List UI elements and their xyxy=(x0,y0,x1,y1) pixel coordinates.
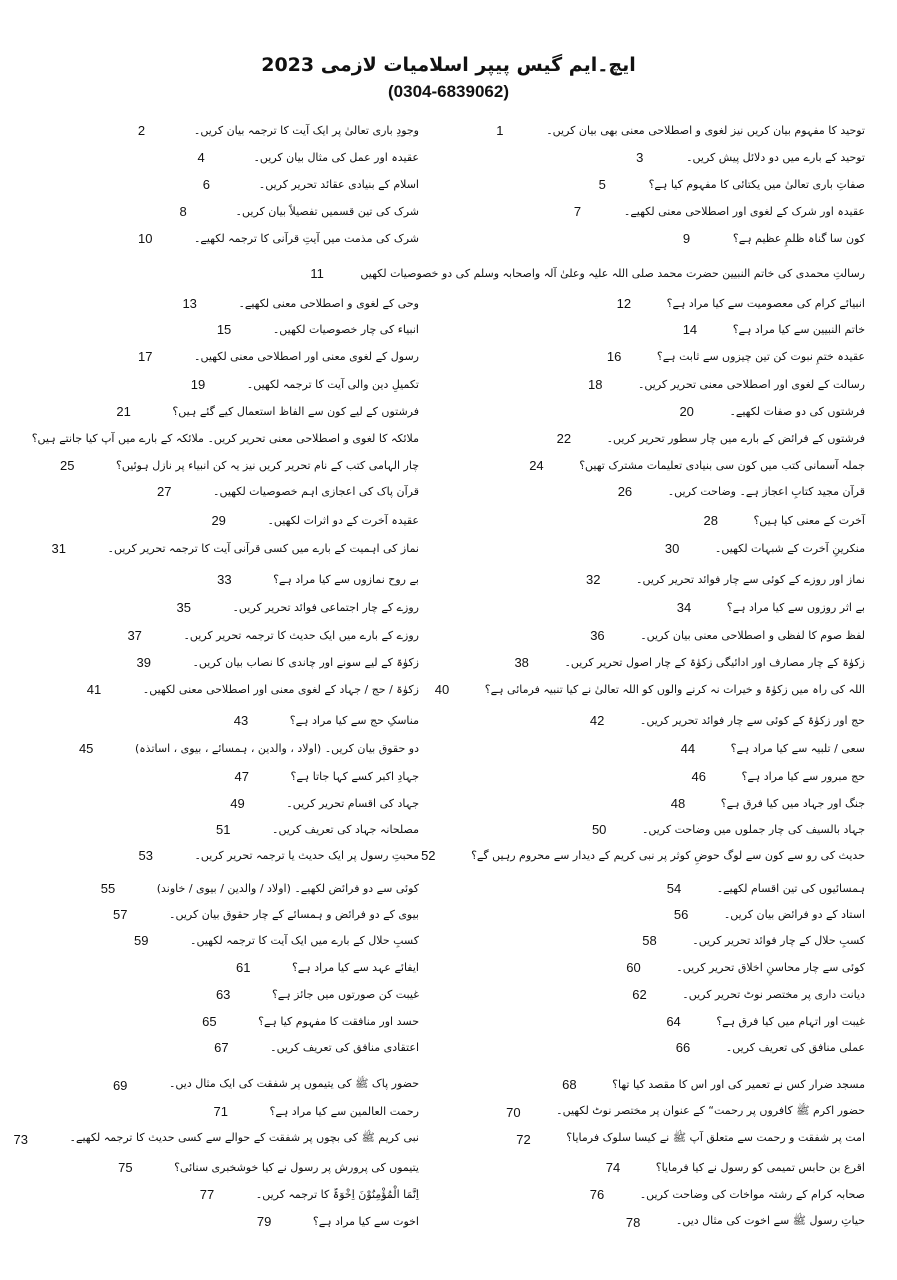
question-number: 16 xyxy=(606,349,622,364)
question-text: کسبِ حلال کے چار فوائد تحریر کریں۔ xyxy=(692,934,865,947)
question-text: بے اثر روزوں سے کیا مراد ہے؟ xyxy=(726,601,865,614)
question-text: روزے کے بارے میں ایک حدیث کا ترجمہ تحریر کریں۔ xyxy=(183,629,419,642)
question-text: بیوی کے دو فرائض و ہمسائے کے چار حقوق بیان کریں۔ xyxy=(169,908,419,921)
question-text: اِنَّمَا الْمُؤْمِنُوْنَ اِخْوَۃٌ کا ترجمہ کریں۔ xyxy=(255,1188,419,1201)
question-item xyxy=(27,513,427,528)
question-item xyxy=(473,572,873,587)
question-number: 22 xyxy=(556,431,572,446)
question-number: 30 xyxy=(664,541,680,556)
question-number: 28 xyxy=(703,513,718,528)
question-item xyxy=(473,150,873,165)
question-text: امت پر شفقت و رحمت سے متعلق آپ ﷺ نے کیسا سلوک فرمایا؟ xyxy=(566,1131,865,1144)
question-number: 5 xyxy=(598,177,606,192)
question-item xyxy=(27,296,427,311)
question-number: 13 xyxy=(182,296,197,311)
question-text: صحابہ کرام کے رشتہ مواخات کی وضاحت کریں۔ xyxy=(639,1188,865,1201)
question-item xyxy=(473,177,873,192)
question-text: بے روح نمازوں سے کیا مراد ہے؟ xyxy=(273,573,419,586)
question-item xyxy=(473,769,873,784)
question-number: 77 xyxy=(199,1187,215,1202)
question-item xyxy=(27,713,427,728)
question-number: 24 xyxy=(529,458,544,473)
question-text: توحید کا مفہوم بیان کریں نیز لغوی و اصطلاحی معنی بھی بیان کریں۔ xyxy=(546,124,865,137)
question-text: سعی / تلبیہ سے کیا مراد ہے؟ xyxy=(730,742,865,755)
question-number: 26 xyxy=(617,484,633,499)
question-number: 10 xyxy=(137,231,153,246)
question-item xyxy=(27,1014,427,1029)
question-item xyxy=(473,1104,873,1120)
question-item xyxy=(473,741,873,756)
question-number: 56 xyxy=(673,907,689,922)
question-item xyxy=(473,458,873,473)
question-item xyxy=(27,150,427,165)
question-text: حضور اکرم ﷺ کافروں پر رحمت“ کے عنوان پر مختصر نوٹ لکھیں۔ xyxy=(556,1104,865,1117)
question-item xyxy=(27,655,427,670)
question-text: اسلام کے بنیادی عقائد تحریر کریں۔ xyxy=(258,178,419,191)
question-number: 54 xyxy=(666,881,682,896)
question-text: جہاد بالسیف کی چار جملوں میں وضاحت کریں۔ xyxy=(641,823,865,836)
question-number: 33 xyxy=(217,572,232,587)
question-item xyxy=(27,404,427,419)
question-text: جہاد کی اقسام تحریر کریں۔ xyxy=(286,797,419,810)
question-text: فرشتوں کے فرائض کے بارے میں چار سطور تحریر کریں۔ xyxy=(606,432,865,445)
question-text: ایفائے عہد سے کیا مراد ہے؟ xyxy=(291,961,419,974)
question-number: 65 xyxy=(202,1014,217,1029)
question-item xyxy=(23,266,873,281)
question-text: اخوت سے کیا مراد ہے؟ xyxy=(312,1215,419,1228)
question-text: کون سا گناہ ظلمِ عظیم ہے؟ xyxy=(732,232,865,245)
question-number: 42 xyxy=(589,713,605,728)
question-number: 68 xyxy=(562,1077,577,1092)
question-number: 72 xyxy=(516,1131,531,1147)
question-text: اللہ کی راہ میں زکوٰۃ و خیرات نہ کرنے والوں کو اللہ تعالیٰ نے کیا تنبیہ فرمائی ہے؟ xyxy=(484,683,865,696)
question-text: خاتم النبیین سے کیا مراد ہے؟ xyxy=(732,323,865,336)
question-item xyxy=(27,1040,427,1055)
question-item xyxy=(27,231,427,246)
question-number: 78 xyxy=(625,1214,641,1230)
question-item xyxy=(27,123,427,138)
question-number: 19 xyxy=(190,377,206,392)
question-item xyxy=(473,322,873,337)
question-number: 69 xyxy=(112,1077,128,1093)
question-text: قرآن پاک کی اعجازی اہم خصوصیات لکھیں۔ xyxy=(213,485,419,498)
question-number: 14 xyxy=(682,322,698,337)
question-item xyxy=(473,933,873,948)
question-text: فرشتوں کی دو صفات لکھیے۔ xyxy=(729,405,865,418)
question-number: 70 xyxy=(506,1104,521,1120)
question-number: 64 xyxy=(666,1014,681,1029)
question-number: 59 xyxy=(134,933,149,948)
question-text: نبی کریم ﷺ کی بچوں پر شفقت کے حوالے سے کسی حدیث کا ترجمہ لکھیے۔ xyxy=(69,1131,419,1144)
question-number: 21 xyxy=(116,404,131,419)
question-item xyxy=(421,848,873,863)
question-number: 15 xyxy=(216,322,232,337)
question-number: 63 xyxy=(215,987,231,1002)
question-text: جنگ اور جہاد میں کیا فرق ہے؟ xyxy=(720,797,865,810)
question-number: 36 xyxy=(590,628,605,643)
question-item xyxy=(473,513,873,528)
question-item xyxy=(27,907,427,922)
question-text: زکوٰۃ کے لیے سونے اور چاندی کا نصاب بیان کریں۔ xyxy=(192,656,419,669)
question-text: وجودِ باری تعالیٰ پر ایک آیت کا ترجمہ بیان کریں۔ xyxy=(193,124,419,137)
question-number: 67 xyxy=(214,1040,229,1055)
question-text: رحمت العالمین سے کیا مراد ہے؟ xyxy=(269,1105,419,1118)
question-text: حضور پاک ﷺ کی یتیموں پر شفقت کی ایک مثال دیں۔ xyxy=(168,1077,419,1090)
question-item xyxy=(17,431,427,446)
question-text: غیبت اور اتہام میں کیا فرق ہے؟ xyxy=(716,1015,865,1028)
question-item xyxy=(433,682,873,697)
question-item xyxy=(27,1160,427,1175)
question-item xyxy=(473,881,873,896)
question-text: فرشتوں کے لیے کون سے الفاظ استعمال کیے گئے ہیں؟ xyxy=(172,405,419,418)
question-text: حج اور زکوٰۃ کے کوئی سے چار فوائد تحریر کریں۔ xyxy=(639,714,865,727)
question-text: قرآن مجید کتابِ اعجاز ہے۔ وضاحت کریں۔ xyxy=(667,485,865,498)
question-item xyxy=(473,713,873,728)
question-number: 60 xyxy=(626,960,641,975)
question-number: 50 xyxy=(591,822,607,837)
question-item xyxy=(473,231,873,246)
question-text: وحی کے لغوی و اصطلاحی معنی لکھیے۔ xyxy=(238,297,419,310)
question-item xyxy=(433,1131,873,1147)
question-number: 73 xyxy=(13,1131,29,1147)
question-number: 49 xyxy=(230,796,245,811)
question-number: 12 xyxy=(616,296,632,311)
question-item xyxy=(473,1040,873,1055)
question-text: عقیدہ ختمِ نبوت کن تین چیزوں سے ثابت ہے؟ xyxy=(656,350,865,363)
question-item xyxy=(13,1131,427,1147)
question-number: 47 xyxy=(234,769,249,784)
question-text: رسول کے لغوی معنی اور اصطلاحی معنی لکھیں۔ xyxy=(194,350,419,363)
question-text: تکمیلِ دین والی آیت کا ترجمہ لکھیں۔ xyxy=(246,378,419,391)
question-text: کوئی سے چار محاسنِ اخلاق تحریر کریں۔ xyxy=(676,961,865,974)
question-number: 17 xyxy=(138,349,153,364)
question-item xyxy=(473,484,873,499)
question-number: 4 xyxy=(197,150,205,165)
question-text: شرک کی تین قسمیں تفصیلاً بیان کریں۔ xyxy=(235,205,419,218)
question-item xyxy=(473,822,873,837)
question-number: 52 xyxy=(421,848,436,863)
question-text: عقیدہ اور عمل کی مثال بیان کریں۔ xyxy=(253,151,419,164)
question-item xyxy=(27,796,427,811)
question-item xyxy=(27,1214,427,1229)
question-item xyxy=(473,1214,873,1230)
question-item xyxy=(27,377,427,392)
question-number: 41 xyxy=(86,682,102,697)
question-number: 61 xyxy=(235,960,251,975)
question-text: مناسکِ حج سے کیا مراد ہے؟ xyxy=(289,714,419,727)
question-item xyxy=(27,1187,427,1202)
question-number: 38 xyxy=(514,655,529,670)
question-item xyxy=(473,296,873,311)
question-text: انبیائے کرام کی معصومیت سے کیا مراد ہے؟ xyxy=(666,297,865,310)
question-item xyxy=(27,484,427,499)
question-text: حیاتِ رسول ﷺ سے اخوت کی مثال دیں۔ xyxy=(675,1214,865,1227)
question-item xyxy=(27,933,427,948)
question-text: یتیموں کی پرورش پر رسول نے کیا خوشخبری سنائی؟ xyxy=(174,1161,419,1174)
question-number: 2 xyxy=(137,123,146,138)
question-text: نماز اور روزے کے کوئی سے چار فوائد تحریر کریں۔ xyxy=(636,573,865,586)
question-text: دیانت داری پر مختصر نوٹ تحریر کریں۔ xyxy=(682,988,865,1001)
question-item xyxy=(27,349,427,364)
question-number: 55 xyxy=(100,881,116,896)
question-text: مسجد ضرار کس نے تعمیر کی اور اس کا مقصد کیا تھا؟ xyxy=(612,1078,865,1091)
question-number: 25 xyxy=(60,458,75,473)
question-item xyxy=(473,1077,873,1092)
question-number: 9 xyxy=(682,231,691,246)
question-number: 1 xyxy=(496,123,504,138)
question-item xyxy=(27,600,427,615)
question-number: 11 xyxy=(310,266,324,281)
question-item xyxy=(473,796,873,811)
question-text: اقرع بن حابس تمیمی کو رسول نے کیا فرمایا؟ xyxy=(655,1161,865,1174)
question-item xyxy=(27,541,427,556)
question-item xyxy=(473,1014,873,1029)
question-item xyxy=(27,741,427,756)
question-number: 44 xyxy=(680,741,696,756)
question-number: 40 xyxy=(434,682,450,697)
question-text: حج مبرور سے کیا مراد ہے؟ xyxy=(741,770,865,783)
question-item xyxy=(473,628,873,643)
question-number: 79 xyxy=(256,1214,272,1229)
question-text: زکوٰۃ / حج / جہاد کے لغوی معنی اور اصطلاحی معنی لکھیں۔ xyxy=(142,683,419,696)
question-text: روزے کے چار اجتماعی فوائد تحریر کریں۔ xyxy=(232,601,419,614)
question-item xyxy=(473,1187,873,1202)
question-item xyxy=(473,377,873,392)
question-item xyxy=(27,322,427,337)
question-text: صفاتِ باری تعالیٰ میں یکتائی کا مفہوم کیا ہے؟ xyxy=(648,178,865,191)
phone-number: (0304-6839062) xyxy=(388,82,509,101)
question-number: 58 xyxy=(642,933,657,948)
question-item xyxy=(473,123,873,138)
question-item xyxy=(27,1104,427,1119)
question-text: منکرینِ آخرت کے شبہات لکھیں۔ xyxy=(714,542,865,555)
question-number: 51 xyxy=(216,822,231,837)
question-text: جملہ آسمانی کتب میں کون سی بنیادی تعلیمات مشترک تھیں؟ xyxy=(579,459,865,472)
question-number: 57 xyxy=(113,907,128,922)
question-text: مصلحانہ جہاد کی تعریف کریں۔ xyxy=(272,823,419,836)
question-number: 35 xyxy=(176,600,191,615)
question-number: 43 xyxy=(233,713,249,728)
question-number: 37 xyxy=(127,628,142,643)
question-text: عملی منافق کی تعریف کریں۔ xyxy=(725,1041,865,1054)
question-item xyxy=(27,987,427,1002)
question-number: 75 xyxy=(118,1160,133,1175)
question-item xyxy=(27,1077,427,1093)
question-number: 7 xyxy=(573,204,582,219)
question-text: غیبت کن صورتوں میں جائز ہے؟ xyxy=(271,988,419,1001)
question-number: 62 xyxy=(632,987,647,1002)
question-item xyxy=(473,1160,873,1175)
question-text: اعتقادی منافق کی تعریف کریں۔ xyxy=(270,1041,419,1054)
question-number: 8 xyxy=(179,204,187,219)
question-item xyxy=(27,177,427,192)
question-text: استاد کے دو فرائض بیان کریں۔ xyxy=(723,908,865,921)
question-number: 18 xyxy=(587,377,603,392)
question-number: 76 xyxy=(589,1187,605,1202)
question-item xyxy=(473,655,873,670)
question-item xyxy=(27,881,427,896)
question-text: آخرت کے معنی کیا ہیں؟ xyxy=(753,514,865,527)
question-text: حسد اور منافقت کا مفہوم کیا ہے؟ xyxy=(258,1015,419,1028)
question-number: 34 xyxy=(676,600,692,615)
question-text: نماز کی اہمیت کے بارے میں کسی قرآنی آیت کا ترجمہ تحریر کریں۔ xyxy=(107,542,419,555)
question-number: 29 xyxy=(211,513,226,528)
question-text: ہمسائیوں کی تین اقسام لکھیے۔ xyxy=(716,882,865,895)
question-text: کوئی سے دو فرائض لکھیے۔ (اولاد / والدین / بیوی / خاوند) xyxy=(156,882,419,895)
question-number: 53 xyxy=(138,848,153,863)
question-item xyxy=(27,960,427,975)
question-item xyxy=(473,907,873,922)
question-number: 3 xyxy=(636,150,644,165)
question-item xyxy=(473,600,873,615)
question-text: انبیاء کی چار خصوصیات لکھیں۔ xyxy=(272,323,419,336)
question-item xyxy=(27,458,427,473)
question-number: 31 xyxy=(51,541,66,556)
question-number: 46 xyxy=(691,769,706,784)
question-text: شرک کی مذمت میں آیتِ قرآنی کا ترجمہ لکھیے۔ xyxy=(193,232,419,245)
question-item xyxy=(473,204,873,219)
question-item xyxy=(473,404,873,419)
question-item xyxy=(27,628,427,643)
question-number: 48 xyxy=(670,796,686,811)
question-text: زکوٰۃ کے چار مصارف اور ادائیگی زکوٰۃ کے چار اصول تحریر کریں۔ xyxy=(564,656,865,669)
question-text: ملائکہ کا لغوی و اصطلاحی معنی تحریر کریں۔ ملائکہ کے بارے میں آپ کیا جانتے ہیں؟ xyxy=(31,432,419,445)
question-text: محبتِ رسول پر ایک حدیث یا ترجمہ تحریر کریں۔ xyxy=(194,849,419,862)
question-text: رسالت کے لغوی اور اصطلاحی معنی تحریر کریں۔ xyxy=(637,378,865,391)
question-item xyxy=(27,848,427,863)
page-title: ایچ۔ایم گیس پیپر اسلامیات لازمی 2023 xyxy=(261,54,636,76)
question-text: عقیدہ آخرت کے دو اثرات لکھیں۔ xyxy=(267,514,419,527)
question-text: رسالتِ محمدی کی خاتم النبیین حضرت محمد صلی اللہ علیہ وعلیٰ آلہ واصحابہ وسلم کی دو خصوصیات لکھیں xyxy=(360,267,865,280)
question-number: 66 xyxy=(675,1040,691,1055)
question-text: توحید کے بارے میں دو دلائل پیش کریں۔ xyxy=(686,151,865,164)
question-text: چار الہامی کتب کے نام تحریر کریں نیز یہ کن انبیاء پر نازل ہوئیں؟ xyxy=(116,459,419,472)
question-number xyxy=(0,431,32,446)
question-item xyxy=(27,572,427,587)
question-number: 39 xyxy=(136,655,151,670)
question-item xyxy=(473,349,873,364)
question-text: دو حقوق بیان کریں۔ (اولاد ، والدین ، ہمسائے ، بیوی ، اساتذہ) xyxy=(134,742,419,755)
page-header xyxy=(0,54,897,102)
question-text: کسبِ حلال کے بارے میں ایک آیت کا ترجمہ لکھیں۔ xyxy=(190,934,419,947)
question-number: 71 xyxy=(213,1104,229,1119)
question-item xyxy=(473,431,873,446)
question-number: 27 xyxy=(157,484,172,499)
question-number: 6 xyxy=(202,177,210,192)
question-item xyxy=(27,822,427,837)
question-number: 74 xyxy=(605,1160,621,1175)
question-text: عقیدہ اور شرک کے لغوی اور اصطلاحی معنی لکھیے۔ xyxy=(623,205,865,218)
question-item xyxy=(473,960,873,975)
question-number: 20 xyxy=(679,404,694,419)
question-item xyxy=(473,987,873,1002)
question-item xyxy=(27,204,427,219)
question-text: جہادِ اکبر کسے کہا جاتا ہے؟ xyxy=(290,770,419,783)
question-number: 32 xyxy=(586,572,601,587)
question-item xyxy=(27,682,427,697)
question-number: 45 xyxy=(78,741,94,756)
question-text: حدیث کی رو سے کون سے لوگ حوضِ کوثر پر نبی کریم کے دیدار سے محروم رہیں گے؟ xyxy=(471,849,865,862)
question-item xyxy=(473,541,873,556)
question-text: لفظ صوم کا لفظی و اصطلاحی معنی بیان کریں۔ xyxy=(640,629,865,642)
question-item xyxy=(27,769,427,784)
